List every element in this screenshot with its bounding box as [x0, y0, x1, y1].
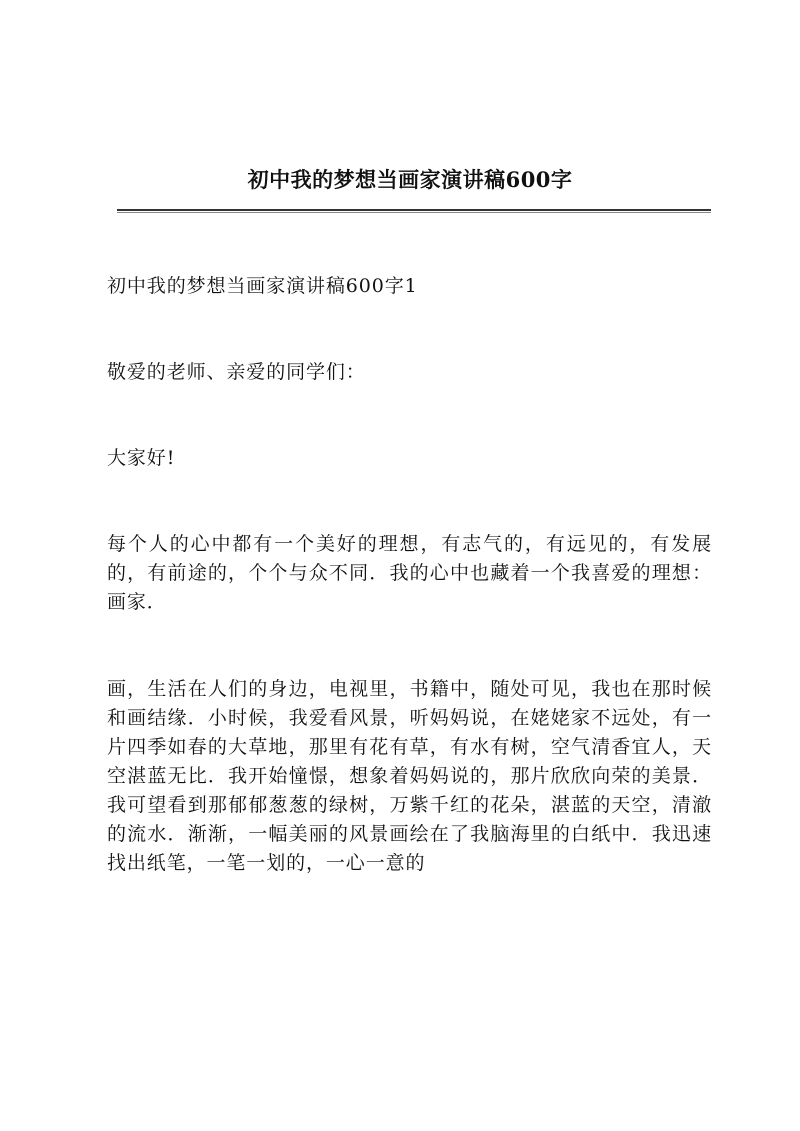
paragraph: 每个人的心中都有一个美好的理想，有志气的，有远见的，有发展的，有前途的，个个与众不同．我的心中也藏着一个我喜爱的理想：画家．	[107, 533, 712, 613]
greeting: 大家好!	[107, 447, 176, 469]
document-title: 初中我的梦想当画家演讲稿600字	[247, 167, 573, 192]
section-heading: 初中我的梦想当画家演讲稿600字1	[107, 275, 418, 297]
document-body	[107, 272, 712, 936]
paragraph: 画，生活在人们的身边，电视里，书籍中，随处可见，我也在那时候和画结缘．小时候，我爱看风景，听妈妈说，在姥姥家不远处，有一片四季如春的大草地，那里有花有草，有水有树，空气清香宜人，天空湛蓝无比．我开始憧憬，想象着妈妈说的，那片欣欣向荣的美景．我可望看到那郁郁葱葱的绿树，万紫千红的花朵，湛蓝的天空，清澈的流水．渐渐，一幅美丽的风景画绘在了我脑海里的白纸中．我迅速找出纸笔，一笔一划的，一心一意的	[107, 678, 712, 874]
salutation: 敬爱的老师、亲爱的同学们：	[107, 361, 366, 383]
title-divider	[117, 209, 711, 213]
